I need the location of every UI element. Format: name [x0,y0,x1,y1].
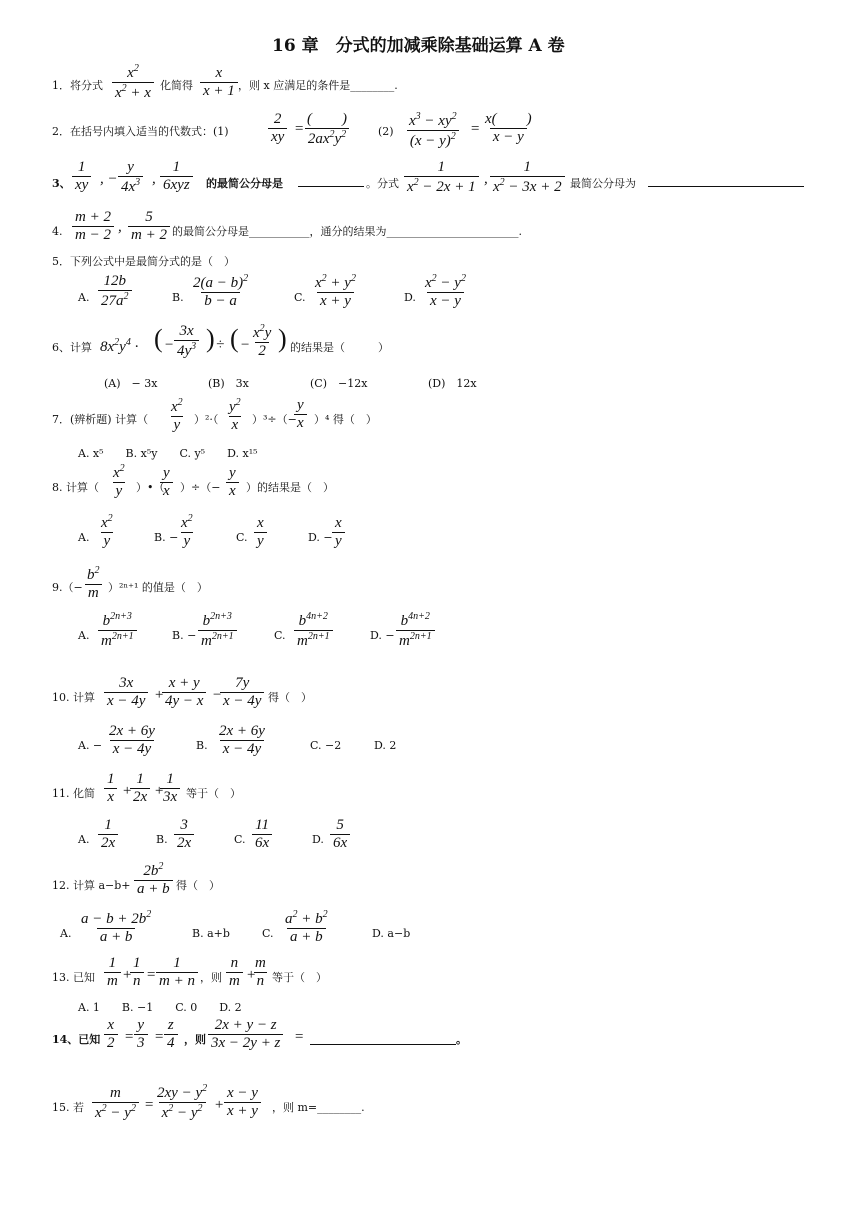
q14-fraction-4: 2x + y − z 3x − 2y + z [208,1018,283,1052]
q14-eq1: = [124,1029,135,1045]
q5-option-c-label: C. [294,291,306,304]
q15-fraction-2: $2xy - y^2$ $x^2 - y^2$ [157,1083,208,1121]
q4-comma: , [118,219,122,235]
q13-mid: ，则 [200,971,222,984]
q8-option-a-label: A. [78,531,90,544]
q1-suffix: ，则 x 应满足的条件是________. [238,79,398,92]
q6-fraction-1: 3x $4y^3$ [174,324,199,360]
q7-fraction-1: $x^2$ y [171,397,183,433]
q14-answer-blank[interactable] [310,1044,456,1045]
q12-option-d[interactable]: D. a−b [372,927,411,940]
q7-fraction-2: $y^2$ x [229,397,241,433]
q4-fraction-2: 5 m + 2 [128,210,170,244]
q6-option-c[interactable]: (C) −12x [310,377,368,390]
q5-option-a-label: A. [78,291,90,304]
q6-paren-close-2: ) [278,324,287,353]
q12-prefix: 12. 计算 a−b+ [52,879,131,892]
q4-prefix: 4. [52,225,63,238]
q4-fraction-1: m + 2 m − 2 [72,210,114,244]
q14-fraction-3: z 4 [164,1018,178,1052]
q13-plus-1: + [122,967,133,983]
q14-mid: ，则 [184,1033,206,1046]
q5-option-c[interactable]: $x^2 + y^2$ x + y [315,273,356,309]
q2-prefix: 2．在括号内填入适当的代数式：(1) [52,125,229,138]
q11-suffix: 等于（ ） [186,787,241,800]
q10-option-a[interactable]: 2x + 6y x − 4y [109,723,155,757]
q15-fraction-1: m $x^2 - y^2$ [92,1086,139,1122]
q11-option-d-label: D. [312,833,324,846]
q6-option-d[interactable]: (D) 12x [428,377,477,390]
q13-suffix: 等于（ ） [272,971,327,984]
q12-suffix: 得（ ） [176,879,220,892]
q6-paren-open-2: ( [230,324,239,353]
q10-option-a-label: A. − [78,739,103,752]
q9-suffix: ）²ⁿ⁺¹ 的值是（ ） [108,581,208,594]
q14-suffix: 。 [456,1033,467,1046]
q10-suffix: 得（ ） [268,691,312,704]
q13-options[interactable]: A. 1 B. −1 C. 0 D. 2 [78,1001,242,1014]
q11-plus-2: + [154,783,165,799]
q11-fraction-2: 1 2x [130,772,150,806]
q6-paren-open-1: ( [154,324,163,353]
q9-option-d[interactable]: $b^{4n+2}$ $m^{2n+1}$ [396,612,435,650]
q11-option-b[interactable]: 3 2x [174,818,194,852]
q7-op-1: ）²·（ [194,413,219,426]
q15-fraction-3: x − y x + y [224,1086,261,1120]
q5-option-d[interactable]: $x^2 - y^2$ x − y [425,273,466,309]
q7-suffix: ）⁴ 得（ ） [314,413,377,426]
q10-option-d[interactable]: D. 2 [374,739,397,752]
q6-option-a[interactable]: (A) − 3x [104,377,158,390]
q3-fraction-1: 1 xy [72,160,91,194]
q11-fraction-1: 1 x [104,772,118,806]
q11-option-a[interactable]: 1 2x [98,818,118,852]
q2-eq1: = [294,121,305,137]
q6-prefix: 6、计算 [52,341,92,354]
q11-prefix: 11. 化简 [52,787,95,800]
q5-option-b[interactable]: $2(a - b)^2$ b − a [193,273,249,309]
q9-option-c[interactable]: $b^{4n+2}$ $m^{2n+1}$ [294,612,333,650]
q15-plus: + [214,1097,225,1113]
q10-fraction-2: x + y 4y − x [162,676,206,710]
q9-option-c-label: C. [274,629,286,642]
q13-fraction-4: n m [226,956,243,990]
q3-fraction-4: 1 $x^2 - 2x + 1$ [404,160,479,196]
q6-suffix: 的结果是（ ） [290,341,389,354]
q13-plus-2: + [246,967,257,983]
q8-option-b[interactable]: $x^2$ y [181,513,193,549]
q13-eq: = [146,967,157,983]
q13-fraction-2: 1 n [130,956,144,990]
q7-fraction-3: y x [294,398,307,432]
q14-fraction-1: x 2 [104,1018,118,1052]
q11-fraction-3: 1 3x [160,772,180,806]
q6-minus-1: − [164,337,175,353]
q1-mid: 化简得 [160,79,193,92]
q13-fraction-1: 1 m [104,956,121,990]
q3-mid2: 。分式 [366,177,399,190]
q3-blank-2[interactable] [648,186,804,187]
q3-fraction-3: 1 6xyz [160,160,193,194]
q2-part2: (2) [378,125,394,138]
q3-prefix: 3、 [52,177,71,190]
q11-option-d[interactable]: 5 6x [330,818,350,852]
q3-comma3: , [484,171,488,187]
q11-option-a-label: A. [78,833,90,846]
q15-suffix: ，则 m=________. [272,1101,365,1114]
q11-option-b-label: B. [156,833,168,846]
q5-option-d-label: D. [404,291,416,304]
q6-option-b[interactable]: (B) 3x [208,377,249,390]
q7-options[interactable]: A. x⁵ B. x⁵y C. y⁵ D. x¹⁵ [78,447,258,460]
q8-option-c-label: C. [236,531,248,544]
q8-option-a[interactable]: $x^2$ y [101,513,113,549]
q8-option-b-label: B. − [154,531,179,544]
page-title: 16 章 分式的加减乘除基础运算 A 卷 [272,36,565,56]
q3-mid: 的最简公分母是 [206,177,283,190]
q6-minus-2: − [240,337,251,353]
q9-prefix: 9.（− [52,581,83,594]
q11-option-c-label: C. [234,833,246,846]
q8-fraction-3: y x [226,466,239,500]
q10-option-b[interactable]: 2x + 6y x − 4y [219,723,265,757]
q11-option-c[interactable]: 11 6x [252,818,272,852]
q8-fraction-2: y x [160,466,173,500]
q8-op-1: ）•（ [136,481,165,494]
q5-option-b-label: B. [172,291,184,304]
q1-fraction-1: $x^2$ $x^2 + x$ [112,64,154,102]
q3-comma: , − [100,171,118,187]
q12-option-b[interactable]: B. a+b [192,927,230,940]
q3-fraction-2: y $4x^3$ [118,160,143,196]
q9-option-d-label: D. − [370,629,395,642]
q13-fraction-5: m n [255,955,266,989]
q9-option-b[interactable]: $b^{2n+3}$ $m^{2n+1}$ [198,612,237,650]
q6-expr-1: $8x^2y^4$ · [100,337,139,355]
q15-eq: = [144,1097,155,1113]
q8-option-d-label: D. − [308,531,333,544]
q10-fraction-1: 3x x − 4y [104,676,148,710]
q12-option-a[interactable]: $a - b + 2b^2$ a + b [81,909,152,945]
q6-paren-close-1: ) [206,324,215,353]
q10-plus: + [154,687,165,703]
q3-blank-1[interactable] [298,186,364,187]
q8-option-d[interactable]: x y [332,516,345,550]
q9-fraction: $b^2$ m [84,566,103,602]
q2-eq2: = [470,121,481,137]
q8-op-2: ）÷（− [180,481,221,494]
q3-suffix: 最简公分母为 [570,177,636,190]
q1-prefix: 1．将分式 [52,79,103,92]
q4-suffix: 的最简公分母是___________，通分的结果为________________________. [172,225,522,238]
q6-div: ÷ [216,337,225,353]
q14-eq3: = [294,1029,305,1045]
q10-option-b-label: B. [196,739,208,752]
q10-option-c[interactable]: C. −2 [310,739,342,752]
q10-minus: − [212,687,223,703]
q2-fraction-1a: 2 xy [268,112,287,146]
q14-fraction-2: y 3 [134,1018,148,1052]
q2-fraction-1b: ( ) $2ax^2y^2$ [304,112,350,148]
q8-option-c[interactable]: x y [254,516,267,550]
q7-prefix: 7．(辨析题) 计算（ [52,413,149,426]
q1-fraction-2: x x + 1 [200,66,238,100]
q12-option-a-label: A. [60,927,72,940]
q7-op-2: ）³÷（− [252,413,297,426]
q6-fraction-2: $x^2y$ 2 [253,323,272,359]
q2-fraction-2b: x( ) x − y [485,111,532,145]
q3-comma2: , [152,171,156,187]
q9-option-b-label: B. − [172,629,197,642]
q10-prefix: 10. 计算 [52,691,95,704]
q8-suffix: ）的结果是（ ） [246,481,334,494]
q8-fraction-1: $x^2$ y [113,463,125,499]
q14-prefix: 14、已知 [52,1033,101,1046]
q15-prefix: 15. 若 [52,1101,84,1114]
q13-fraction-3: 1 m + n [156,956,198,990]
q12-option-c-label: C. [262,927,274,940]
q9-option-a-label: A. [78,629,90,642]
q8-prefix: 8. 计算（ [52,481,99,494]
q11-plus-1: + [122,783,133,799]
q10-fraction-3: 7y x − 4y [220,676,264,710]
q13-prefix: 13. 已知 [52,971,95,984]
q3-fraction-5: 1 $x^2 - 3x + 2$ [490,160,565,196]
q12-option-c[interactable]: $a^2 + b^2$ a + b [285,909,328,945]
q9-option-a[interactable]: $b^{2n+3}$ $m^{2n+1}$ [98,612,137,650]
q2-fraction-2a: $x^3 - xy^2$ $(x - y)^2$ [406,112,460,150]
q5-option-a[interactable]: 12b $27a^2$ [98,274,132,310]
q14-eq2: = [154,1029,165,1045]
q5-stem: 5．下列公式中是最简分式的是（ ） [52,255,235,268]
q12-fraction: $2b^2$ a + b [134,862,173,898]
